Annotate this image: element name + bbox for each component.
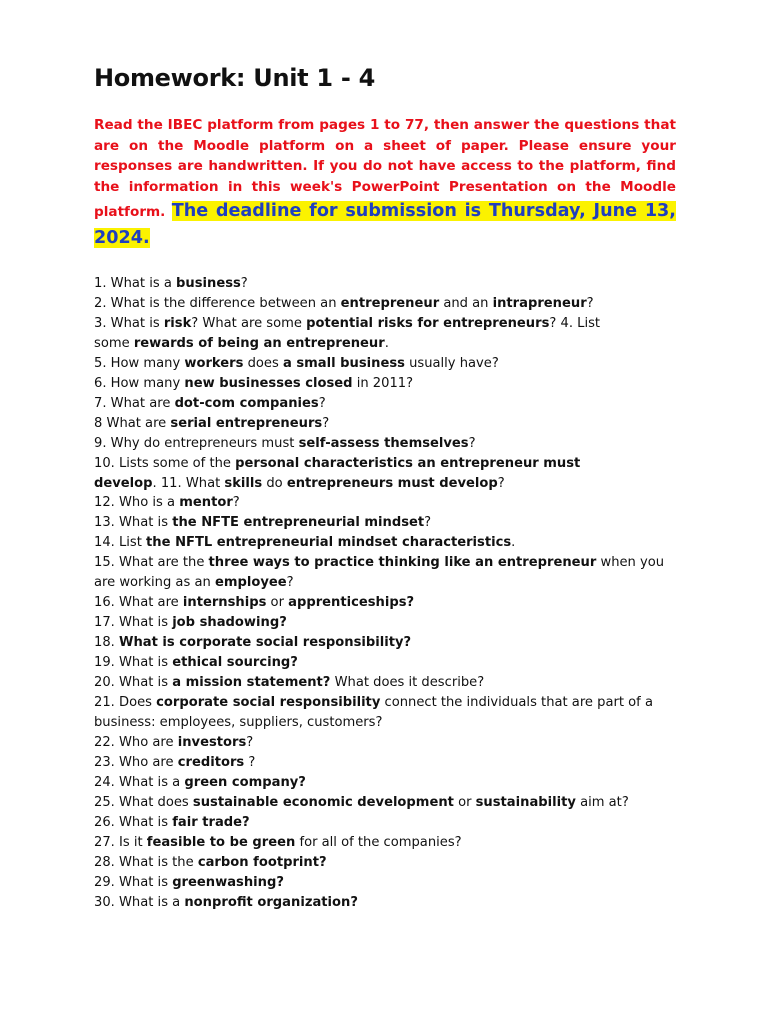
question-line xyxy=(94,613,684,633)
question-text: 13. What is xyxy=(94,515,173,531)
question-text: 8 What are xyxy=(94,415,171,431)
question-line xyxy=(94,673,684,693)
question-keyword: entrepreneur xyxy=(340,295,440,311)
question-text: some xyxy=(94,335,134,351)
question-line xyxy=(94,693,684,733)
question-line xyxy=(94,733,684,753)
question-line xyxy=(94,753,684,773)
question-keyword: potential risks for entrepreneurs xyxy=(306,315,550,331)
question-text: and an xyxy=(439,295,493,311)
question-line xyxy=(94,434,684,454)
question-line xyxy=(94,553,684,593)
question-text: ? xyxy=(246,734,254,750)
question-text: 27. Is it xyxy=(94,834,147,850)
question-keyword: workers xyxy=(184,355,244,371)
question-keyword: personal characteristics an entrepreneur must xyxy=(235,455,581,471)
question-keyword: investors xyxy=(177,734,247,750)
question-line xyxy=(94,653,684,673)
question-line xyxy=(94,793,684,813)
question-keyword: apprenticeships? xyxy=(288,595,415,611)
question-text: . xyxy=(511,535,516,551)
question-keyword: job shadowing? xyxy=(172,615,287,631)
question-keyword: corporate social responsibility xyxy=(156,695,381,711)
question-line xyxy=(94,853,684,873)
question-text: ? xyxy=(468,435,476,451)
question-keyword: skills xyxy=(224,475,263,491)
question-text: 29. What is xyxy=(94,874,173,890)
question-text: 19. What is xyxy=(94,655,173,671)
question-line xyxy=(94,454,684,474)
question-line xyxy=(94,474,684,494)
question-line xyxy=(94,334,684,354)
question-text: ? 4. List xyxy=(549,315,601,331)
question-keyword: entrepreneurs must develop xyxy=(286,475,498,491)
question-keyword: internships xyxy=(182,595,267,611)
question-keyword: the NFTE entrepreneurial mindset xyxy=(172,515,425,531)
question-keyword: new businesses closed xyxy=(184,375,353,391)
question-text: aim at? xyxy=(575,794,629,810)
question-keyword: sustainability xyxy=(475,794,576,810)
question-text: in 2011? xyxy=(352,375,414,391)
question-keyword: self-assess themselves xyxy=(298,435,469,451)
question-text: for all of the companies? xyxy=(295,834,462,850)
question-keyword: a mission statement? xyxy=(172,675,331,691)
question-text: ? xyxy=(497,475,505,491)
question-text: ? xyxy=(586,295,594,311)
question-keyword: serial entrepreneurs xyxy=(170,415,323,431)
instructions-paragraph xyxy=(94,115,676,252)
question-line xyxy=(94,633,684,653)
question-line xyxy=(94,354,684,374)
question-text: ? xyxy=(286,575,294,591)
question-keyword: dot-com companies xyxy=(174,395,319,411)
question-keyword: ethical sourcing? xyxy=(172,655,298,671)
question-line xyxy=(94,513,684,533)
instructions-text: Read the IBEC platform from pages 1 to 77, then answer the questions that are on the Moodle platform on a sheet of paper. Please ensure your responses are handwritten. If you do not have access to the platform, find the information in this week's PowerPoint Presentation on the Moodle platform. xyxy=(94,117,676,220)
question-keyword: employee xyxy=(214,575,287,591)
question-line xyxy=(94,813,684,833)
question-line xyxy=(94,374,684,394)
question-keyword: develop xyxy=(94,475,153,491)
question-keyword: fair trade? xyxy=(172,814,250,830)
question-text: 30. What is a xyxy=(94,894,185,910)
question-keyword: What is corporate social responsibility? xyxy=(119,635,412,651)
question-text: when you are working as an xyxy=(94,555,665,591)
question-text: 3. What is xyxy=(94,315,164,331)
question-keyword: rewards of being an entrepreneur xyxy=(133,335,385,351)
question-keyword: green company? xyxy=(184,774,306,790)
question-keyword: greenwashing? xyxy=(172,874,284,890)
question-text: 17. What is xyxy=(94,615,173,631)
question-text: 22. Who are xyxy=(94,734,178,750)
question-text: 14. List xyxy=(94,535,147,551)
question-list xyxy=(94,274,684,913)
question-text: 12. Who is a xyxy=(94,495,180,511)
question-text: 5. How many xyxy=(94,355,185,371)
deadline-highlight: The deadline for submission is Thursday, June 13, 2024. xyxy=(94,200,676,248)
question-line xyxy=(94,274,684,294)
question-text: 20. What is xyxy=(94,675,173,691)
question-text: ? xyxy=(232,495,240,511)
question-text: ? What are some xyxy=(191,315,307,331)
question-text: 25. What does xyxy=(94,794,193,810)
question-text: ? xyxy=(424,515,432,531)
question-text: 18. xyxy=(94,635,119,651)
question-text: 9. Why do entrepreneurs must xyxy=(94,435,299,451)
question-text: usually have? xyxy=(404,355,499,371)
question-keyword: the NFTL entrepreneurial mindset characteristics xyxy=(146,535,512,551)
question-text: ? xyxy=(244,754,256,770)
question-text: or xyxy=(266,595,289,611)
question-keyword: business xyxy=(176,276,241,291)
question-text: . xyxy=(384,335,389,351)
question-line xyxy=(94,394,684,414)
question-text: 2. What is the difference between an xyxy=(94,295,341,311)
question-text: ? xyxy=(322,415,330,431)
question-text: 10. Lists some of the xyxy=(94,455,236,471)
question-text: What does it describe? xyxy=(330,675,485,691)
question-keyword: nonprofit organization? xyxy=(184,894,358,910)
question-line xyxy=(94,593,684,613)
question-text: . 11. What xyxy=(152,475,225,491)
question-keyword: carbon footprint? xyxy=(197,854,327,870)
question-text: 23. Who are xyxy=(94,754,178,770)
question-keyword: sustainable economic development xyxy=(192,794,454,810)
page-title: Homework: Unit 1 - 4 xyxy=(94,64,375,92)
question-line xyxy=(94,873,684,893)
question-line xyxy=(94,314,684,334)
question-keyword: a small business xyxy=(282,355,405,371)
question-text: 1. What is a xyxy=(94,276,177,291)
question-keyword: creditors xyxy=(177,754,245,770)
question-line xyxy=(94,294,684,314)
question-text: 16. What are xyxy=(94,595,183,611)
question-text: 7. What are xyxy=(94,395,175,411)
question-line xyxy=(94,773,684,793)
question-text: 15. What are the xyxy=(94,555,209,571)
question-text: 21. Does xyxy=(94,695,157,711)
question-text: ? xyxy=(318,395,326,411)
question-text: 6. How many xyxy=(94,375,185,391)
question-keyword: mentor xyxy=(179,495,233,511)
question-keyword: three ways to practice thinking like an entrepreneur xyxy=(208,555,597,571)
question-keyword: intrapreneur xyxy=(492,295,587,311)
question-text: do xyxy=(262,475,287,491)
question-text: 28. What is the xyxy=(94,854,198,870)
question-line xyxy=(94,493,684,513)
question-line xyxy=(94,893,684,913)
question-text: 24. What is a xyxy=(94,774,185,790)
question-text: connect the individuals that are part of a business: employees, suppliers, customers? xyxy=(94,695,653,730)
question-text: 26. What is xyxy=(94,814,173,830)
question-keyword: feasible to be green xyxy=(146,834,296,850)
question-text: does xyxy=(243,355,283,371)
question-text: or xyxy=(453,794,476,810)
question-keyword: risk xyxy=(163,315,192,331)
question-text: ? xyxy=(240,276,248,291)
question-line xyxy=(94,414,684,434)
question-line xyxy=(94,533,684,553)
question-line xyxy=(94,833,684,853)
